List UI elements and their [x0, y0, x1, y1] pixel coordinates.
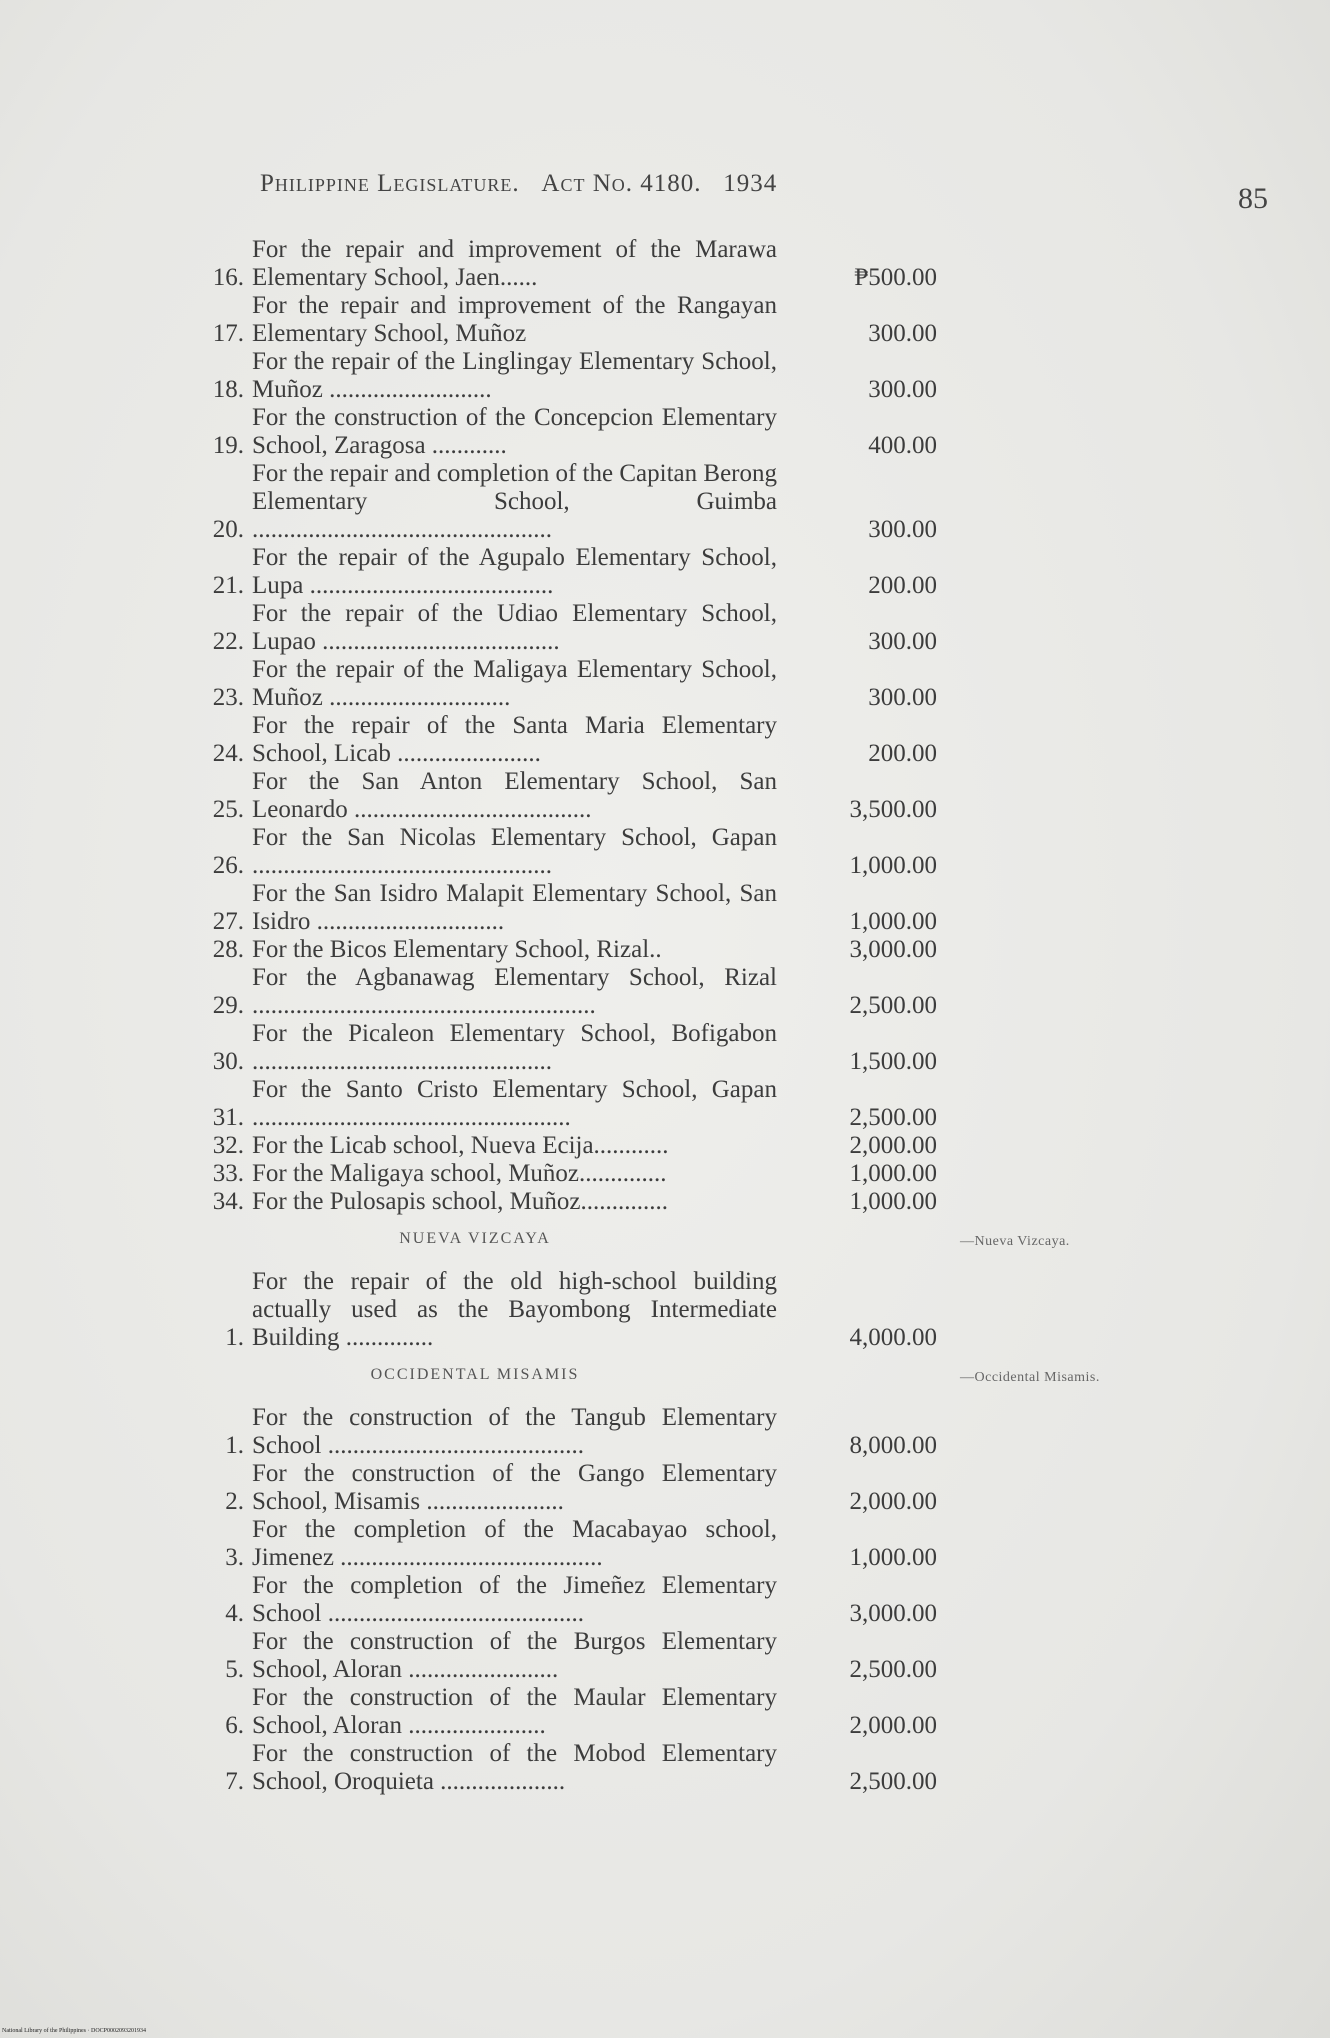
item-amount: 3,000.00	[849, 1600, 937, 1627]
item-amount: 3,500.00	[849, 796, 937, 823]
item-description: For the completion of the Macabayao school, Jimenez ..........................................	[252, 1516, 777, 1571]
item-number: 5.	[225, 1656, 244, 1683]
item-description: For the construction of the Mobod Elementary School, Oroquieta ....................	[252, 1740, 777, 1795]
list-item	[180, 1160, 980, 1188]
list-item	[180, 1076, 980, 1132]
item-amount: 300.00	[868, 684, 937, 711]
list-item	[180, 236, 980, 292]
item-amount: ₱500.00	[854, 264, 937, 291]
list-item	[180, 1740, 980, 1796]
item-number: 21.	[212, 572, 244, 599]
item-number: 32.	[212, 1132, 244, 1159]
item-number: 28.	[212, 936, 244, 963]
list-item	[180, 404, 980, 460]
item-description: For the repair of the Agupalo Elementary School, Lupa .......................................	[252, 544, 777, 599]
section-heading-nueva-vizcaya	[180, 1230, 1070, 1249]
item-number: 22.	[212, 628, 244, 655]
item-description: For the Maligaya school, Muñoz..............	[252, 1160, 667, 1187]
item-amount: 1,000.00	[849, 908, 937, 935]
list-item	[180, 1188, 980, 1216]
item-amount: 3,000.00	[849, 936, 937, 963]
item-description: For the repair of the Linglingay Elementary School, Muñoz ..........................	[252, 348, 777, 403]
header-title: Philippine Legislature.	[260, 170, 520, 197]
item-amount: 4,000.00	[849, 1324, 937, 1351]
list-item	[180, 1628, 980, 1684]
list-item	[180, 1020, 980, 1076]
list-item	[180, 1460, 980, 1516]
item-description: For the repair of the Maligaya Elementary School, Muñoz .............................	[252, 656, 777, 711]
item-amount: 1,000.00	[849, 852, 937, 879]
item-number: 24.	[212, 740, 244, 767]
item-number: 27.	[212, 908, 244, 935]
section-heading-text: OCCIDENTAL MISAMIS	[370, 1366, 580, 1383]
item-amount: 300.00	[868, 628, 937, 655]
item-description: For the Picaleon Elementary School, Bofigabon ................................................	[252, 1020, 777, 1075]
list-item	[180, 712, 980, 768]
list-item	[180, 544, 980, 600]
item-number: 19.	[212, 432, 244, 459]
item-number: 29.	[212, 992, 244, 1019]
item-amount: 1,000.00	[849, 1160, 937, 1187]
item-number: 34.	[212, 1188, 244, 1215]
list-item	[180, 936, 980, 964]
margin-note-nueva-vizcaya: —Nueva Vizcaya.	[960, 1234, 1070, 1249]
appropriation-list	[180, 236, 1100, 1796]
item-number: 23.	[212, 684, 244, 711]
item-amount: 1,000.00	[849, 1544, 937, 1571]
item-number: 18.	[212, 376, 244, 403]
item-number: 6.	[225, 1712, 244, 1739]
item-description: For the construction of the Tangub Elementary School .........................................	[252, 1404, 777, 1459]
list-item	[180, 880, 980, 936]
list-item	[180, 1572, 980, 1628]
list-item	[180, 460, 980, 544]
item-number: 3.	[225, 1544, 244, 1571]
list-item	[180, 824, 980, 880]
item-number: 1.	[225, 1432, 244, 1459]
item-amount: 2,000.00	[849, 1488, 937, 1515]
item-description: For the construction of the Gango Elementary School, Misamis ......................	[252, 1460, 777, 1515]
item-number: 16.	[212, 264, 244, 291]
item-amount: 2,500.00	[849, 1656, 937, 1683]
list-item	[180, 964, 980, 1020]
item-amount: 1,000.00	[849, 1188, 937, 1215]
item-amount: 2,000.00	[849, 1132, 937, 1159]
page-number: 85	[1238, 182, 1268, 215]
item-number: 25.	[212, 796, 244, 823]
item-amount: 2,500.00	[849, 992, 937, 1019]
item-number: 2.	[225, 1488, 244, 1515]
item-number: 26.	[212, 852, 244, 879]
item-description: For the San Isidro Malapit Elementary School, San Isidro ..............................	[252, 880, 777, 935]
item-description: For the repair and improvement of the Rangayan Elementary School, Muñoz	[252, 292, 777, 347]
item-number: 4.	[225, 1600, 244, 1627]
item-number: 20.	[212, 516, 244, 543]
item-description: For the construction of the Burgos Elementary School, Aloran ........................	[252, 1628, 777, 1683]
item-amount: 2,500.00	[849, 1104, 937, 1131]
item-number: 1.	[225, 1324, 244, 1351]
header-year: 1934	[723, 170, 778, 197]
list-item	[180, 292, 980, 348]
item-description: For the repair and completion of the Capitan Berong Elementary School, Guimba ................................................	[252, 460, 777, 543]
item-description: For the completion of the Jimeñez Elementary School .........................................	[252, 1572, 777, 1627]
item-amount: 8,000.00	[849, 1432, 937, 1459]
list-item	[180, 1684, 980, 1740]
item-description: For the Santo Cristo Elementary School, Gapan ...................................................	[252, 1076, 777, 1131]
item-number: 33.	[212, 1160, 244, 1187]
list-item	[180, 348, 980, 404]
item-description: For the repair of the Santa Maria Elementary School, Licab .......................	[252, 712, 777, 767]
item-amount: 400.00	[868, 432, 937, 459]
item-description: For the Agbanawag Elementary School, Rizal .......................................................	[252, 964, 777, 1019]
item-amount: 200.00	[868, 740, 937, 767]
list-item	[180, 656, 980, 712]
occidental-misamis-items	[180, 1404, 980, 1796]
item-amount: 300.00	[868, 376, 937, 403]
list-item	[180, 1268, 980, 1352]
item-description: For the repair of the old high-school building actually used as the Bayombong Intermediate Building ..............	[252, 1268, 777, 1351]
list-item	[180, 600, 980, 656]
item-description: For the construction of the Concepcion Elementary School, Zaragosa ............	[252, 404, 777, 459]
running-header	[260, 170, 777, 198]
item-description: For the San Nicolas Elementary School, Gapan ................................................	[252, 824, 777, 879]
list-item	[180, 1516, 980, 1572]
list-item	[180, 1404, 980, 1460]
header-act-number: Act No. 4180.	[541, 170, 702, 197]
item-description: For the repair and improvement of the Marawa Elementary School, Jaen......	[252, 236, 777, 291]
scan-credit: National Library of the Philippines · DOCP0002093201934	[2, 2028, 146, 2034]
item-amount: 300.00	[868, 516, 937, 543]
nueva-vizcaya-items	[180, 1268, 980, 1352]
margin-note-occidental-misamis: —Occidental Misamis.	[960, 1370, 1100, 1385]
item-amount: 200.00	[868, 572, 937, 599]
item-description: For the Licab school, Nueva Ecija............	[252, 1132, 669, 1159]
item-number: 31.	[212, 1104, 244, 1131]
item-description: For the Pulosapis school, Muñoz..............	[252, 1188, 668, 1215]
item-number: 17.	[212, 320, 244, 347]
item-description: For the Bicos Elementary School, Rizal..	[252, 936, 662, 963]
item-amount: 2,500.00	[849, 1768, 937, 1795]
list-item	[180, 768, 980, 824]
item-number: 30.	[212, 1048, 244, 1075]
item-amount: 2,000.00	[849, 1712, 937, 1739]
item-description: For the repair of the Udiao Elementary School, Lupao ......................................	[252, 600, 777, 655]
section-heading-occidental-misamis	[180, 1366, 1100, 1385]
item-amount: 300.00	[868, 320, 937, 347]
item-amount: 1,500.00	[849, 1048, 937, 1075]
item-description: For the construction of the Maular Elementary School, Aloran ......................	[252, 1684, 777, 1739]
list-item	[180, 1132, 980, 1160]
item-number: 7.	[225, 1768, 244, 1795]
nueva-ecija-items	[180, 236, 980, 1216]
section-heading-text: NUEVA VIZCAYA	[399, 1230, 551, 1247]
item-description: For the San Anton Elementary School, San Leonardo ......................................	[252, 768, 777, 823]
